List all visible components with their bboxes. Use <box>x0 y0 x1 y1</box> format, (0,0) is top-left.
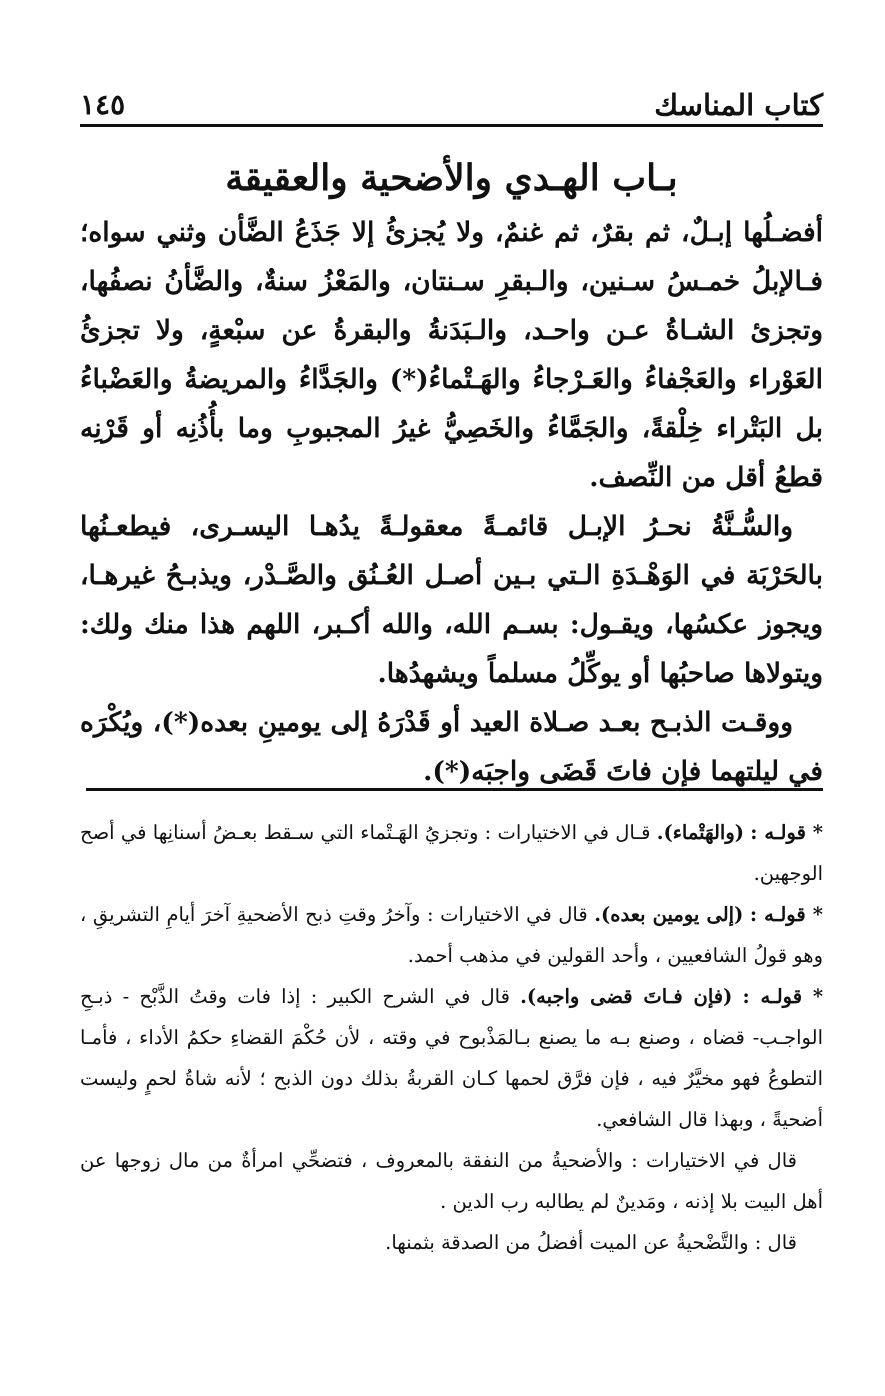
footnotes <box>80 812 823 1263</box>
footnote <box>80 812 823 894</box>
page-number: ١٤٥ <box>80 88 126 121</box>
footnote-reference: (فإن فـاتَ قضى واجبه). <box>520 985 733 1008</box>
running-head <box>80 82 823 122</box>
footnote-marker: * قولـه : <box>750 821 823 844</box>
footnote-text: قال في الشرح الكبير : إذا فات وقتُ الذَّبْح - ذبـحِ الواجـب- قضاه ، وصنع بـه ما يصنع بـالمَذْبوح في وقته ، لأن حُكْمَ القضاءِ حكمُ الأداء ، فأمـا التطوعُ فهو مخيَّرٌ فيه ، فإن فرَّق لحمها كـان القربةُ بذلك دون الذبح ؛ لأنه شاةُ لحمٍ وليست أضحيةً ، وبهذا قال الشافعي. <box>80 985 823 1131</box>
footnote <box>80 894 823 976</box>
main-paragraph: والسُّـنَّةُ نحـرُ الإبـل قائمـةً معقولـةً يدُهـا اليسـرى، فيطعـنُها بالحَرْبَة في الوَهْـدَةِ الـتي بـين أصـل العُـنُق والصَّـدْر، ويذبـحُ غيرهـا، ويجوز عكسُها، ويقـول: بسـم الله، والله أكـبر، اللهم هذا منك ولك: ويتولاها صاحبُها أو يوكِّلُ مسلماً ويشهدُها. <box>80 511 823 689</box>
closing-note: قال في الاختيارات : والأضحيةُ من النفقة بالمعروف ، فتضحِّي امرأةٌ من مال زوجها عن أهل البيت بلا إذنه ، ومَدينٌ لم يطالبه رب الدين . <box>80 1149 823 1213</box>
footnote-text: قال في الاختيارات : وآخرُ وقتِ ذبح الأضحيةِ آخرَ أيامِ التشريقِ ، وهو قولُ الشافعيين ، وأحد القولين في مذهب أحمد. <box>80 903 823 967</box>
book-page <box>80 0 823 1396</box>
footnote <box>80 976 823 1140</box>
closing-note: قال : والتَّضْحيةُ عن الميت أفضلُ من الصدقة بثمنها. <box>385 1231 797 1254</box>
footnote-reference: (والهَتْماء). <box>656 821 744 844</box>
footnote-text: قـال في الاختيارات : وتجزيُ الهَـتْماء التي سـقط بعـضُ أسنانِها في أصح الوجهين. <box>80 821 823 885</box>
main-paragraph: أفضـلُها إبـلٌ، ثم بقرٌ، ثم غنمٌ، ولا يُجزئُ إلا جَذَعُ الضَّأن وثني سواه؛ فـالإبلُ خمـسُ سـنين، والـبقرِ سـنتان، والمَعْزُ سنةٌ، والضَّأنُ نصفُها، وتجزئ الشـاةُ عـن واحـد، والـبَدَنةُ والبقرةُ عن سبْعةٍ، ولا تجزئُ العَوْراء والعَجْفاءُ والعَـرْجاءُ والهَـتْماءُ(*) والجَدَّاءُ والمريضةُ والعَضْباءُ بل البَتْراء خِلْقةً، والجَمَّاءُ والخَصِيُّ غيرُ المجبوبِ وما بأُذُنِه أو قَرْنِه قطعُ أقل من النِّصف. <box>80 217 823 493</box>
footnote-separator <box>86 788 823 791</box>
footnote-reference: (إلى يومين بعده). <box>594 903 744 926</box>
footnote-marker: * قولـه : <box>742 985 824 1008</box>
book-title: كتاب المناسك <box>654 88 823 122</box>
footnote-marker: * قولـه : <box>749 903 824 926</box>
main-text <box>80 208 823 796</box>
header-rule <box>80 124 823 127</box>
main-paragraph: ووقـت الذبـح بعـد صـلاة العيد أو قَدْرَهُ إلى يومينِ بعده(*)، ويُكْرَه في ليلتهما فإن فاتَ قَضَى واجبَه(*). <box>80 707 823 787</box>
chapter-title: بـاب الهـدي والأضحية والعقيقة <box>225 157 678 199</box>
